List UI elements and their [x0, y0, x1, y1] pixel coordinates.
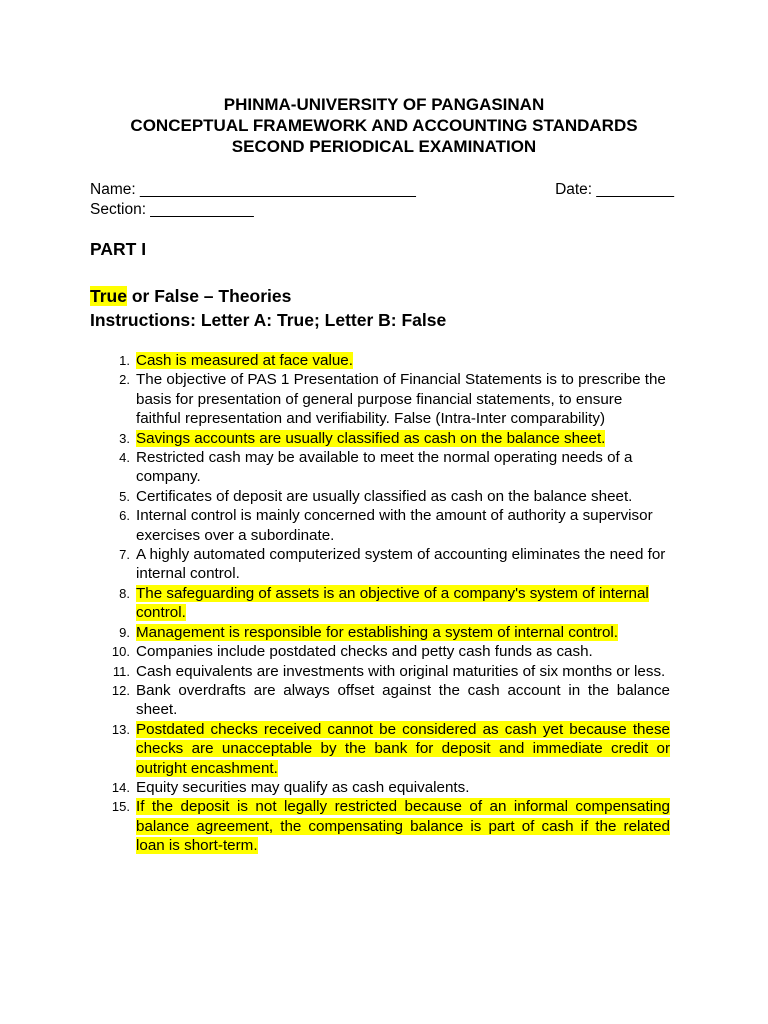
- question-item: [90, 642, 670, 661]
- student-fields: [90, 180, 674, 220]
- question-text: Bank overdrafts are always offset against the cash account in the balance sheet.: [136, 681, 670, 719]
- question-number: 13.: [111, 721, 130, 737]
- question-number: 15.: [111, 799, 130, 815]
- question-item: [90, 720, 670, 778]
- question-number: 3.: [119, 430, 130, 446]
- question-text: Equity securities may qualify as cash equivalents.: [136, 778, 470, 796]
- question-text: Certificates of deposit are usually classified as cash on the balance sheet.: [136, 487, 633, 505]
- question-number: 4.: [119, 450, 130, 466]
- question-item: [90, 778, 670, 797]
- part-title: PART I: [90, 239, 147, 259]
- question-text: If the deposit is not legally restricted because of an informal compensating balance agreement, the compensating balance is part of cash if the related loan is short-term.: [136, 798, 670, 855]
- question-number: 8.: [119, 585, 130, 601]
- question-text: Internal control is mainly concerned with the amount of authority a supervisor exercises over a subordinate.: [136, 507, 653, 544]
- question-text: Management is responsible for establishing a system of internal control.: [136, 623, 619, 641]
- question-item: [90, 487, 670, 506]
- question-text: Savings accounts are usually classified as cash on the balance sheet.: [136, 429, 606, 447]
- section-title-rest: or False – Theories: [126, 286, 292, 306]
- question-item: [90, 448, 670, 487]
- question-text: Postdated checks received cannot be considered as cash yet because these checks are unacceptable by the bank for deposit and immediate credit or outright encashment.: [136, 720, 670, 777]
- question-text: The safeguarding of assets is an objective of a company's system of internal control.: [136, 584, 649, 622]
- question-number: 2.: [119, 372, 130, 388]
- section-field: Section: ____________: [90, 201, 254, 218]
- question-number: 12.: [111, 682, 130, 698]
- question-number: 10.: [111, 644, 130, 660]
- exam-title: SECOND PERIODICAL EXAMINATION: [231, 137, 537, 156]
- course-title: CONCEPTUAL FRAMEWORK AND ACCOUNTING STANDARDS: [130, 116, 638, 135]
- question-item: [90, 662, 670, 681]
- question-number: 11.: [112, 663, 130, 679]
- instructions: Instructions: Letter A: True; Letter B: False: [90, 310, 447, 330]
- question-item: [90, 545, 670, 584]
- question-item: [90, 351, 670, 370]
- question-text: Restricted cash may be available to meet the normal operating needs of a company.: [136, 449, 633, 486]
- question-number: 5.: [119, 488, 130, 504]
- question-item: [90, 623, 670, 642]
- question-text: A highly automated computerized system of accounting eliminates the need for internal control.: [136, 546, 666, 583]
- university-name: PHINMA-UNIVERSITY OF PANGASINAN: [223, 95, 545, 114]
- question-text: The objective of PAS 1 Presentation of Financial Statements is to prescribe the basis for presentation of general purpose financial statements, to ensure faithful representation and verifiability. False (Intra-Inter comparability): [136, 371, 666, 428]
- question-item: [90, 584, 670, 623]
- question-item: [90, 681, 670, 720]
- question-number: 7.: [119, 547, 130, 563]
- question-number: 14.: [111, 779, 130, 795]
- question-number: 6.: [119, 508, 130, 524]
- date-field: Date: _________: [555, 181, 674, 198]
- exam-header: [0, 94, 768, 157]
- question-number: 9.: [119, 624, 130, 640]
- question-number: 1.: [119, 353, 130, 368]
- true-highlight: True: [90, 286, 127, 306]
- question-list: [90, 351, 670, 856]
- section-heading: [90, 284, 446, 332]
- question-item: [90, 370, 670, 428]
- question-text: Cash is measured at face value.: [136, 352, 353, 369]
- question-item: [90, 506, 670, 545]
- section-title: [90, 284, 446, 308]
- question-item: [90, 429, 670, 448]
- question-item: [90, 797, 670, 855]
- question-text: Cash equivalents are investments with original maturities of six months or less.: [136, 662, 666, 680]
- name-field: Name: ________________________________: [90, 181, 416, 198]
- question-text: Companies include postdated checks and petty cash funds as cash.: [136, 643, 593, 661]
